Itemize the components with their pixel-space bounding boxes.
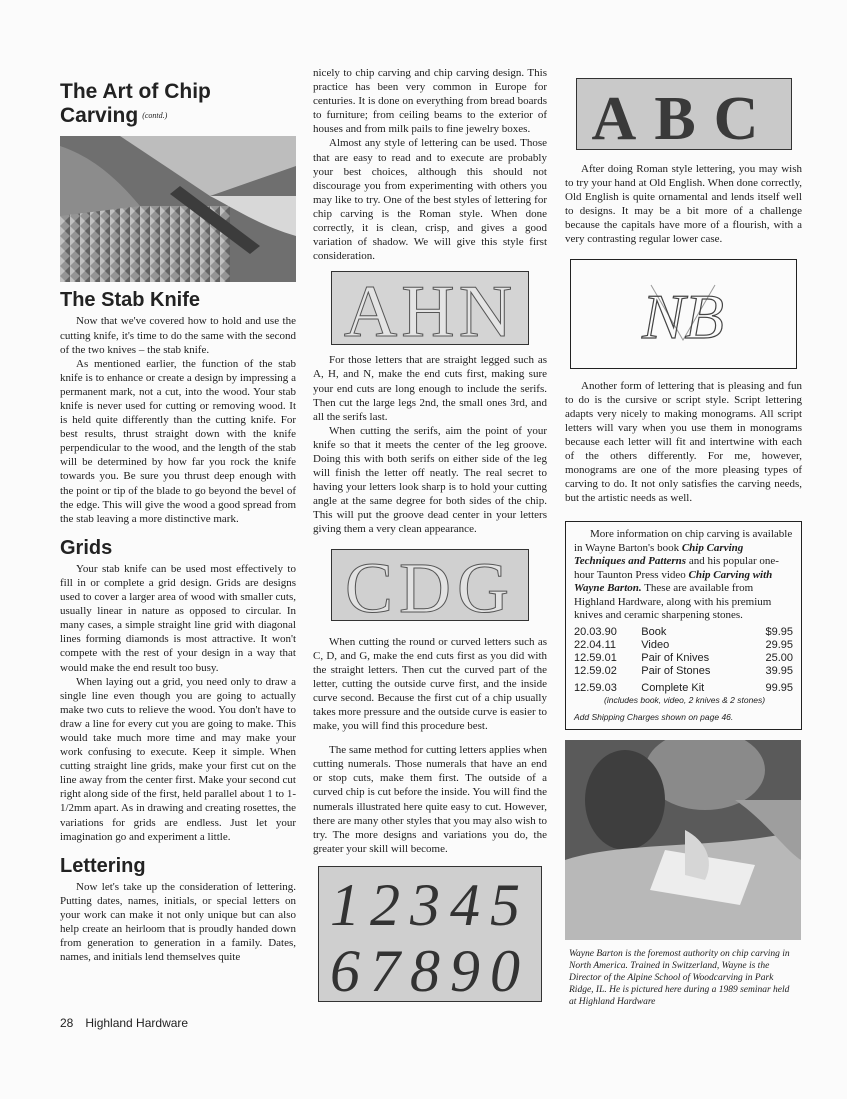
product-price: 25.00 [765,651,793,664]
product-name: Book [641,625,667,638]
article-title-text: The Art of Chip Carving [60,80,211,127]
stab-paragraph-2: As mentioned earlier, the function of the stab knife is to enhance or create a design by impressing a permanent mark, not a cut, into the wood. Your stab knife is never used for cutting or removing wood. It is held quite differently than the cutting knife. For best results, thrust straight down with the knife perpendicular to the wood, and the length of the stab will be determined by how far you rock the knife towards you. Be sure you thrust deep enough with the point or tip of the blade to go beyond the bevel of the edge. This will give the wood a good spread from the stab leaving a more distinctive mark. [60,357,296,525]
info-intro-1: More information on chip carving is available in Wayne Barton's book [574,528,793,554]
product-code: 12.59.02 [574,664,617,677]
price-row [574,639,793,652]
price-row [574,626,793,639]
numerals-image [318,866,542,1002]
right-paragraph-2: Another form of lettering that is pleasing and fun to do is the cursive or script style. Script lettering adapts very nicely to making monograms. All script letters will vary when you use them in monograms because each letter will fit and intertwine with each of the others differently. For me, however, monograms are one of the more pleasing types of carving to do. It not only satisfies the carving needs, but the artistic needs as well. [565,379,802,505]
product-name: Video [641,638,670,651]
column-right [565,78,802,1008]
middle-paragraph-1: nicely to chip carving and chip carving design. This practice has been very common in Europe for centuries. It is done on everything from bread boards to furniture; from ceiling beams to the exterior of houses and from milk pails to fine jewelry boxes. [313,67,547,136]
wayne-barton-photo [565,740,801,940]
product-code: 20.03.90 [574,625,617,638]
lettering-paragraph-1: Now let's take up the consideration of lettering. Putting dates, names, initials, or special letters on your work can make it not only unique but can also help create an heirloom that is proudly handed down from generation to generation in a family. Dates, names, and initials lend themselves quite [60,880,296,964]
product-price: 29.95 [765,638,793,651]
stab-knife-photo [60,136,296,282]
info-text [574,528,793,623]
roman-round-letters-image [331,549,529,621]
shipping-note: Add Shipping Charges shown on page 46. [574,711,734,722]
numerals-row-2: 67890 [330,937,530,1001]
book-title: Chip Carving Techniques and Patterns [574,541,744,568]
info-intro-2: and his popular one-hour Taunton Press video [574,555,779,581]
product-name: Complete Kit [641,681,705,694]
video-title: Chip Carving with Wayne Barton. [574,568,773,595]
title-continued-note: (contd.) [142,111,168,121]
grids-paragraph-1: Your stab knife can be used most effectively to fill in or complete a grid design. Grids are designs used to cover a larger area of wood with smaller cuts, usually linear in nature as opposed to circular. In many cases, a simple straight line grid with diagonal lines forming diamonds is most attractive. It won't compete with the rest of your design in a way that would make the end result too busy. [60,562,296,674]
middle-paragraph-3: For those letters that are straight legged such as A, H, and N, make the end cuts first, making sure your end cuts are long enough to include the serifs. Then cut the large legs 2nd, the small ones 3rd, and all the serifs last. [313,354,547,423]
price-row [574,678,793,695]
grids-heading: Grids [60,536,113,559]
lettering-heading: Lettering [60,854,146,877]
roman-round-letters: CDG [344,549,516,620]
stab-knife-heading: The Stab Knife [60,289,201,312]
middle-paragraph-5: When cutting the round or curved letters such as C, D, and G, make the end cuts first as you did with the straight letters. Then cut the curved part of the letter, cutting the outside curve first, and the inside curve second. Because the first cut of a chip usually takes more pressure and the outside curve is easier to make, you will find this procedure best. [313,635,547,733]
page-footer [60,1016,200,1030]
product-name: Pair of Knives [641,651,710,664]
middle-paragraph-6: The same method for cutting letters applies when cutting numerals. Those numerals that have an end or stop cuts, make them first. The outside of a curved chip is cut before the inside. You will find the numerals illustrated here quite easy to cut. However, there are many other styles that you may also wish to try. The more designs and variations you do, the greater your skill will become. [313,744,547,855]
middle-paragraph-2: Almost any style of lettering can be used. Those that are easy to read and to execute are probably your best choices, although this should not discourage you from experimenting with others you may like to try. One of the best styles of lettering for chip carving is the Roman style. When done correctly, it is clean, crisp, and gives a good variation of shadow. We will give this style first consideration. [313,137,547,263]
product-price: $9.95 [765,625,793,638]
price-row [574,652,793,665]
publication-name: Highland Hardware [85,1016,189,1030]
product-info-box [565,521,802,730]
old-english-letters: ABC [591,85,776,149]
product-code: 12.59.03 [574,681,617,694]
stab-paragraph-1: Now that we've covered how to hold and use the cutting knife, it's time to do the same with the second of the two knives – the stab knife. [60,315,296,356]
photo-caption: Wayne Barton is the foremost authority on chip carving in North America. Trained in Switzerland, Wayne is the Director of the Alpine School of Woodcarving in Park Ridge, IL. He is pictured here during a 1989 seminar held at Highland Hardware [569,949,790,1008]
numerals-row-1: 12345 [330,871,530,938]
kit-note: (includes book, video, 2 knives & 2 stones) [604,694,766,705]
grids-paragraph-2: When laying out a grid, you need only to draw a single line even though you are going to actually make two cuts to relieve the wood. You don't have to draw a line for every cut you are going to make. This would take much more time and may make your work confusing to execute. Keep it simple. When cutting straight line grids, make your first cut on the line away from the center first. Make your second cut right along side of the first, held parallel about 1 to 1-1/2mm apart. As in drawing and creating rosettes, the variations for grids are endless. Just let your imagination go and experiment a little. [60,675,296,843]
old-english-letters-image [576,78,792,150]
product-name: Pair of Stones [641,664,711,677]
monogram-letters: NB [642,280,724,352]
right-paragraph-1: After doing Roman style lettering, you may wish to try your hand at Old English. When done correctly, Old English is quite ornamental and lends itself well to designs. It may be a bit more of a challenge because the capitals have more of a flourish, with a very contrasting regular lower case. [565,163,802,246]
price-row [574,665,793,678]
middle-paragraph-4: When cutting the serifs, aim the point of your knife so that it meets the center of the leg groove. Doing this with both serifs on either side of the leg will finish the letter off neatly. The real secret to having your letters look sharp is to hold your cutting angle at the same degree for both sides of the chip. This will put the groove dead center in your letters giving them a very clean appearance. [313,424,547,536]
product-price: 99.95 [765,681,793,694]
roman-straight-letters: AHN [343,272,517,345]
product-price: 39.95 [765,664,793,677]
product-code: 22.04.11 [574,638,617,651]
article-title [60,80,296,128]
price-list [574,626,793,695]
page-number: 28 [60,1016,74,1030]
roman-straight-letters-image [331,271,529,345]
column-left [60,80,296,964]
column-middle [313,66,547,1002]
monogram-image [570,259,797,369]
product-code: 12.59.01 [574,651,617,664]
info-intro-3: These are available from Highland Hardware, along with his premium knives and ceramic sharpening stones. [574,582,772,622]
